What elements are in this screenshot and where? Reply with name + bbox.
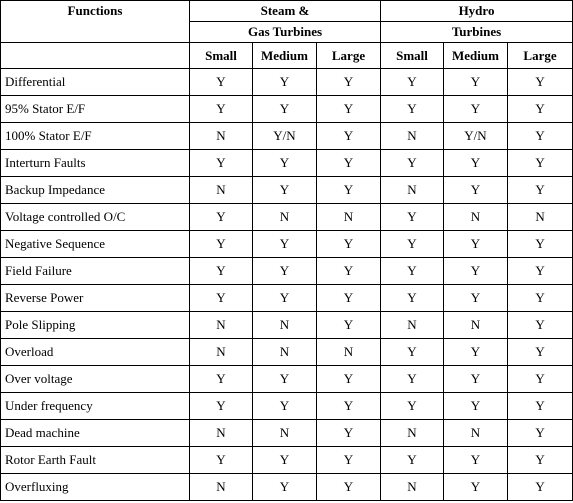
applicability-cell: Y xyxy=(317,420,381,447)
applicability-cell: Y xyxy=(508,393,573,420)
function-label: Rotor Earth Fault xyxy=(1,447,190,474)
applicability-cell: Y xyxy=(444,69,508,96)
applicability-cell: Y xyxy=(317,258,381,285)
applicability-cell: N xyxy=(381,474,444,501)
applicability-cell: Y xyxy=(253,150,317,177)
table-row xyxy=(1,474,573,501)
table-row xyxy=(1,393,573,420)
applicability-cell: Y xyxy=(253,96,317,123)
applicability-cell: Y xyxy=(444,231,508,258)
size-header-small: Small xyxy=(190,43,253,69)
applicability-cell: Y xyxy=(190,204,253,231)
applicability-cell: Y/N xyxy=(253,123,317,150)
size-header-large: Large xyxy=(317,43,381,69)
applicability-cell: Y xyxy=(381,150,444,177)
applicability-cell: Y xyxy=(444,285,508,312)
applicability-cell: Y xyxy=(508,96,573,123)
applicability-cell: Y xyxy=(508,258,573,285)
table-row xyxy=(1,69,573,96)
function-label: Differential xyxy=(1,69,190,96)
applicability-cell: N xyxy=(317,339,381,366)
applicability-cell: N xyxy=(190,339,253,366)
group-header-steam-gas-line2: Gas Turbines xyxy=(190,22,381,43)
applicability-cell: Y xyxy=(253,447,317,474)
applicability-cell: Y xyxy=(190,96,253,123)
table-row xyxy=(1,420,573,447)
applicability-cell: Y xyxy=(253,474,317,501)
applicability-cell: Y xyxy=(508,123,573,150)
applicability-cell: Y xyxy=(508,312,573,339)
applicability-cell: Y xyxy=(508,285,573,312)
function-label: Pole Slipping xyxy=(1,312,190,339)
table-row xyxy=(1,447,573,474)
applicability-cell: Y xyxy=(381,96,444,123)
table-row xyxy=(1,231,573,258)
applicability-cell: Y xyxy=(190,393,253,420)
function-label: Reverse Power xyxy=(1,285,190,312)
applicability-cell: Y xyxy=(381,366,444,393)
applicability-cell: Y xyxy=(381,258,444,285)
applicability-cell: Y xyxy=(190,258,253,285)
applicability-cell: Y xyxy=(253,285,317,312)
applicability-cell: Y xyxy=(253,177,317,204)
applicability-cell: Y xyxy=(444,447,508,474)
applicability-cell: Y xyxy=(317,69,381,96)
applicability-cell: N xyxy=(381,420,444,447)
applicability-cell: Y xyxy=(381,231,444,258)
applicability-cell: Y xyxy=(253,258,317,285)
applicability-cell: N xyxy=(190,177,253,204)
applicability-cell: Y xyxy=(381,285,444,312)
applicability-cell: Y xyxy=(444,366,508,393)
applicability-cell: Y xyxy=(317,447,381,474)
applicability-cell: N xyxy=(253,312,317,339)
applicability-cell: Y xyxy=(253,366,317,393)
size-header-medium: Medium xyxy=(253,43,317,69)
applicability-cell: Y xyxy=(444,96,508,123)
size-header-small: Small xyxy=(381,43,444,69)
applicability-cell: Y xyxy=(508,447,573,474)
function-label: Field Failure xyxy=(1,258,190,285)
table-row xyxy=(1,285,573,312)
applicability-cell: Y xyxy=(381,447,444,474)
applicability-cell: Y xyxy=(190,231,253,258)
function-label: Over voltage xyxy=(1,366,190,393)
function-label: Dead machine xyxy=(1,420,190,447)
function-label: Negative Sequence xyxy=(1,231,190,258)
applicability-cell: Y xyxy=(317,123,381,150)
applicability-cell: Y xyxy=(444,177,508,204)
applicability-cell: Y xyxy=(317,393,381,420)
header-row-groups xyxy=(1,1,573,22)
applicability-cell: Y xyxy=(381,339,444,366)
applicability-cell: N xyxy=(190,474,253,501)
applicability-cell: N xyxy=(253,204,317,231)
table-row xyxy=(1,258,573,285)
group-header-steam-gas: Steam & xyxy=(190,1,381,22)
applicability-cell: Y xyxy=(317,96,381,123)
applicability-cell: N xyxy=(444,204,508,231)
group-header-hydro-line2: Turbines xyxy=(381,22,573,43)
applicability-cell: Y xyxy=(190,69,253,96)
applicability-cell: N xyxy=(190,420,253,447)
applicability-cell: N xyxy=(444,312,508,339)
applicability-cell: Y xyxy=(444,258,508,285)
applicability-cell: N xyxy=(253,420,317,447)
empty-header-cell xyxy=(1,43,190,69)
function-label: Under frequency xyxy=(1,393,190,420)
applicability-cell: Y xyxy=(317,285,381,312)
applicability-cell: Y xyxy=(190,150,253,177)
function-label: Interturn Faults xyxy=(1,150,190,177)
table-body xyxy=(1,69,573,501)
applicability-cell: Y xyxy=(317,312,381,339)
header-row-sizes xyxy=(1,43,573,69)
group-header-hydro: Hydro xyxy=(381,1,573,22)
function-label: 95% Stator E/F xyxy=(1,96,190,123)
applicability-cell: N xyxy=(381,123,444,150)
applicability-cell: Y xyxy=(381,393,444,420)
applicability-cell: N xyxy=(317,204,381,231)
table-row xyxy=(1,123,573,150)
applicability-cell: N xyxy=(190,312,253,339)
applicability-cell: Y xyxy=(508,366,573,393)
applicability-cell: N xyxy=(508,204,573,231)
applicability-cell: Y xyxy=(508,339,573,366)
table-row xyxy=(1,150,573,177)
functions-header: Functions xyxy=(1,1,190,43)
applicability-cell: Y xyxy=(508,69,573,96)
applicability-cell: N xyxy=(381,312,444,339)
applicability-cell: Y xyxy=(253,393,317,420)
applicability-cell: Y xyxy=(190,285,253,312)
applicability-cell: N xyxy=(444,420,508,447)
table-row xyxy=(1,204,573,231)
applicability-cell: Y xyxy=(381,69,444,96)
applicability-cell: Y xyxy=(317,150,381,177)
applicability-cell: Y/N xyxy=(444,123,508,150)
applicability-cell: Y xyxy=(317,366,381,393)
table-row xyxy=(1,177,573,204)
table-row xyxy=(1,96,573,123)
applicability-cell: Y xyxy=(444,474,508,501)
function-label: Backup Impedance xyxy=(1,177,190,204)
applicability-cell: Y xyxy=(190,366,253,393)
applicability-cell: Y xyxy=(444,150,508,177)
applicability-cell: Y xyxy=(508,150,573,177)
applicability-cell: Y xyxy=(508,420,573,447)
table-row xyxy=(1,339,573,366)
applicability-cell: Y xyxy=(190,447,253,474)
applicability-cell: Y xyxy=(317,177,381,204)
applicability-cell: Y xyxy=(317,474,381,501)
applicability-cell: Y xyxy=(508,177,573,204)
applicability-cell: Y xyxy=(253,69,317,96)
applicability-cell: Y xyxy=(253,231,317,258)
applicability-cell: Y xyxy=(508,231,573,258)
applicability-cell: Y xyxy=(508,474,573,501)
applicability-cell: N xyxy=(381,177,444,204)
applicability-cell: N xyxy=(190,123,253,150)
applicability-cell: Y xyxy=(444,393,508,420)
applicability-cell: Y xyxy=(317,231,381,258)
size-header-large: Large xyxy=(508,43,573,69)
function-label: Voltage controlled O/C xyxy=(1,204,190,231)
function-label: 100% Stator E/F xyxy=(1,123,190,150)
table-row xyxy=(1,312,573,339)
applicability-cell: Y xyxy=(381,204,444,231)
applicability-cell: N xyxy=(253,339,317,366)
function-label: Overfluxing xyxy=(1,474,190,501)
function-label: Overload xyxy=(1,339,190,366)
size-header-medium: Medium xyxy=(444,43,508,69)
table-row xyxy=(1,366,573,393)
applicability-cell: Y xyxy=(444,339,508,366)
